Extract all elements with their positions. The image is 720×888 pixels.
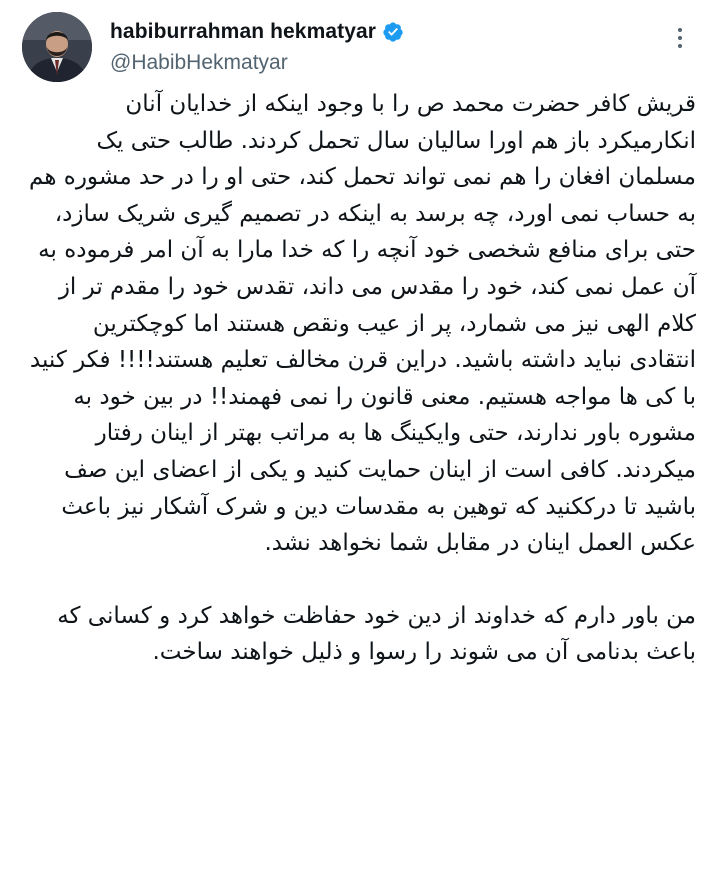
display-name-row (110, 18, 404, 46)
more-vertical-icon[interactable] (668, 26, 692, 50)
tweet-header (22, 12, 700, 86)
tweet-paragraph-2: من باور دارم که خداوند از دین خود حفاظت خواهد کرد و کسانی که باعث بدنامی آن می شوند را رسوا و ذلیل خواهند ساخت. (57, 602, 696, 666)
tweet-paragraph-1: قریش کافر حضرت محمد ص را با وجود اینکه از خدایان آنان انکارمیکرد باز هم اورا سالیان سال تحمل کردند. طالب حتی یک مسلمان افغان را هم نمی تواند تحمل کند، حتی او را در حد مشوره هم به حساب نمی اورد، چه برسد به اینکه در تصمیم گیری شریک سازد، حتی برای منافع شخصی خود آنچه را که خدا مارا به آن امر فرموده به آن عمل نمی کند، خود را مقدس می داند، تقدس خود را مقدم تر از کلام الهی نیز می شمارد، پر از عیب ونقص هستند اما کوچکترین انتقادی نباید داشته باشید. دراین قرن مخالف تعلیم هستند!!!! فکر کنید با کی ها مواجه هستیم. معنی قانون را نمی فهمند!! در بین خود به مشوره باور ندارند، حتی وایکینگ ها به مراتب بهتر از اینان رفتار میکردند. کافی است از اینان حمایت کنید و یکی از اعضای این صف باشید تا درککنید که توهین به مقدسات دین و شرک آشکار نیز باعث عکس العمل اینان در مقابل شما نخواهد نشد. (29, 91, 696, 557)
menu-dot (678, 36, 682, 40)
menu-dot (678, 28, 682, 32)
author-names (110, 18, 404, 75)
display-name[interactable]: habiburrahman hekmatyar (110, 20, 377, 43)
verified-badge-icon (382, 21, 404, 43)
menu-dot (678, 44, 682, 48)
avatar[interactable] (22, 12, 92, 82)
tweet-text (20, 86, 696, 671)
author-handle[interactable]: @HabibHekmatyar (110, 51, 288, 74)
profile-photo (22, 12, 92, 82)
